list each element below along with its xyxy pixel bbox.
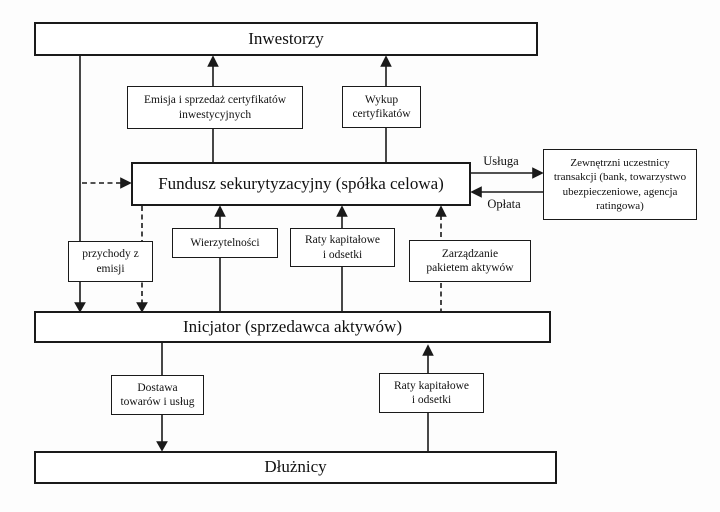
arrowhead-down-icon <box>158 442 167 450</box>
node-wierzytelnosci-label: Wierzytelności <box>190 236 260 249</box>
arrowhead-up-icon <box>424 346 433 355</box>
node-raty-gorne-line2: i odsetki <box>322 248 363 261</box>
arrowhead-up-icon <box>338 207 347 216</box>
node-wykup-line2: certyfikatów <box>352 108 411 120</box>
arrowhead-right-icon <box>533 169 542 178</box>
node-przychody-line1: przychody z <box>82 248 139 261</box>
node-raty-gorne <box>290 228 395 267</box>
node-dostawa-line2: towarów i usług <box>120 396 195 408</box>
node-raty-dolne-line2: i odsetki <box>411 394 452 406</box>
node-dostawa <box>111 375 204 415</box>
node-zewnetrzni-line1: Zewnętrzni uczestnicy <box>570 156 670 169</box>
node-emisja-line2: inwestycyjnych <box>178 108 252 121</box>
node-wykup-line1: Wykup <box>364 93 399 106</box>
arrowhead-left-icon <box>472 188 481 197</box>
node-zewnetrzni-line2: transakcji (bank, towarzystwo <box>553 171 687 184</box>
node-emisja <box>127 86 303 129</box>
node-zarzadzanie <box>409 240 531 282</box>
node-zewnetrzni-line4: ratingowa) <box>596 199 644 212</box>
node-fundusz <box>131 162 471 206</box>
edge-label-oplata: Opłata <box>487 197 521 211</box>
node-dluznicy-label: Dłużnicy <box>264 457 327 477</box>
arrowhead-down-icon <box>138 303 147 311</box>
node-raty-dolne-line1: Raty kapitałowe <box>393 379 470 392</box>
node-inwestorzy-label: Inwestorzy <box>248 28 324 48</box>
arrowhead-right-icon <box>121 179 130 188</box>
node-zewnetrzni-line3: ubezpieczeniowe, agencja <box>562 185 678 198</box>
edge-label-usluga: Usługa <box>483 154 519 168</box>
arrowhead-down-icon <box>76 303 85 311</box>
node-wierzytelnosci <box>172 228 278 258</box>
node-inicjator-label: Inicjator (sprzedawca aktywów) <box>182 316 402 336</box>
node-emisja-line1: Emisja i sprzedaż certyfikatów <box>143 94 287 107</box>
arrowhead-up-icon <box>382 57 391 66</box>
node-przychody-line2: emisji <box>96 262 125 275</box>
node-raty-gorne-line1: Raty kapitałowe <box>304 234 381 247</box>
node-dluznicy <box>34 451 557 484</box>
node-zarzadzanie-line2: pakietem aktywów <box>426 262 514 274</box>
node-inwestorzy <box>34 22 538 56</box>
arrowhead-up-icon <box>437 207 446 216</box>
arrowhead-up-icon <box>216 207 225 216</box>
node-raty-dolne <box>379 373 484 413</box>
arrowhead-up-icon <box>209 57 218 66</box>
node-zewnetrzni <box>543 149 697 220</box>
node-fundusz-label: Fundusz sekurytyzacyjny (spółka celowa) <box>158 173 444 193</box>
node-wykup <box>342 86 421 128</box>
node-zarzadzanie-line1: Zarządzanie <box>441 247 499 260</box>
node-przychody <box>68 241 153 282</box>
node-inicjator <box>34 311 551 343</box>
node-dostawa-line1: Dostawa <box>137 381 178 394</box>
